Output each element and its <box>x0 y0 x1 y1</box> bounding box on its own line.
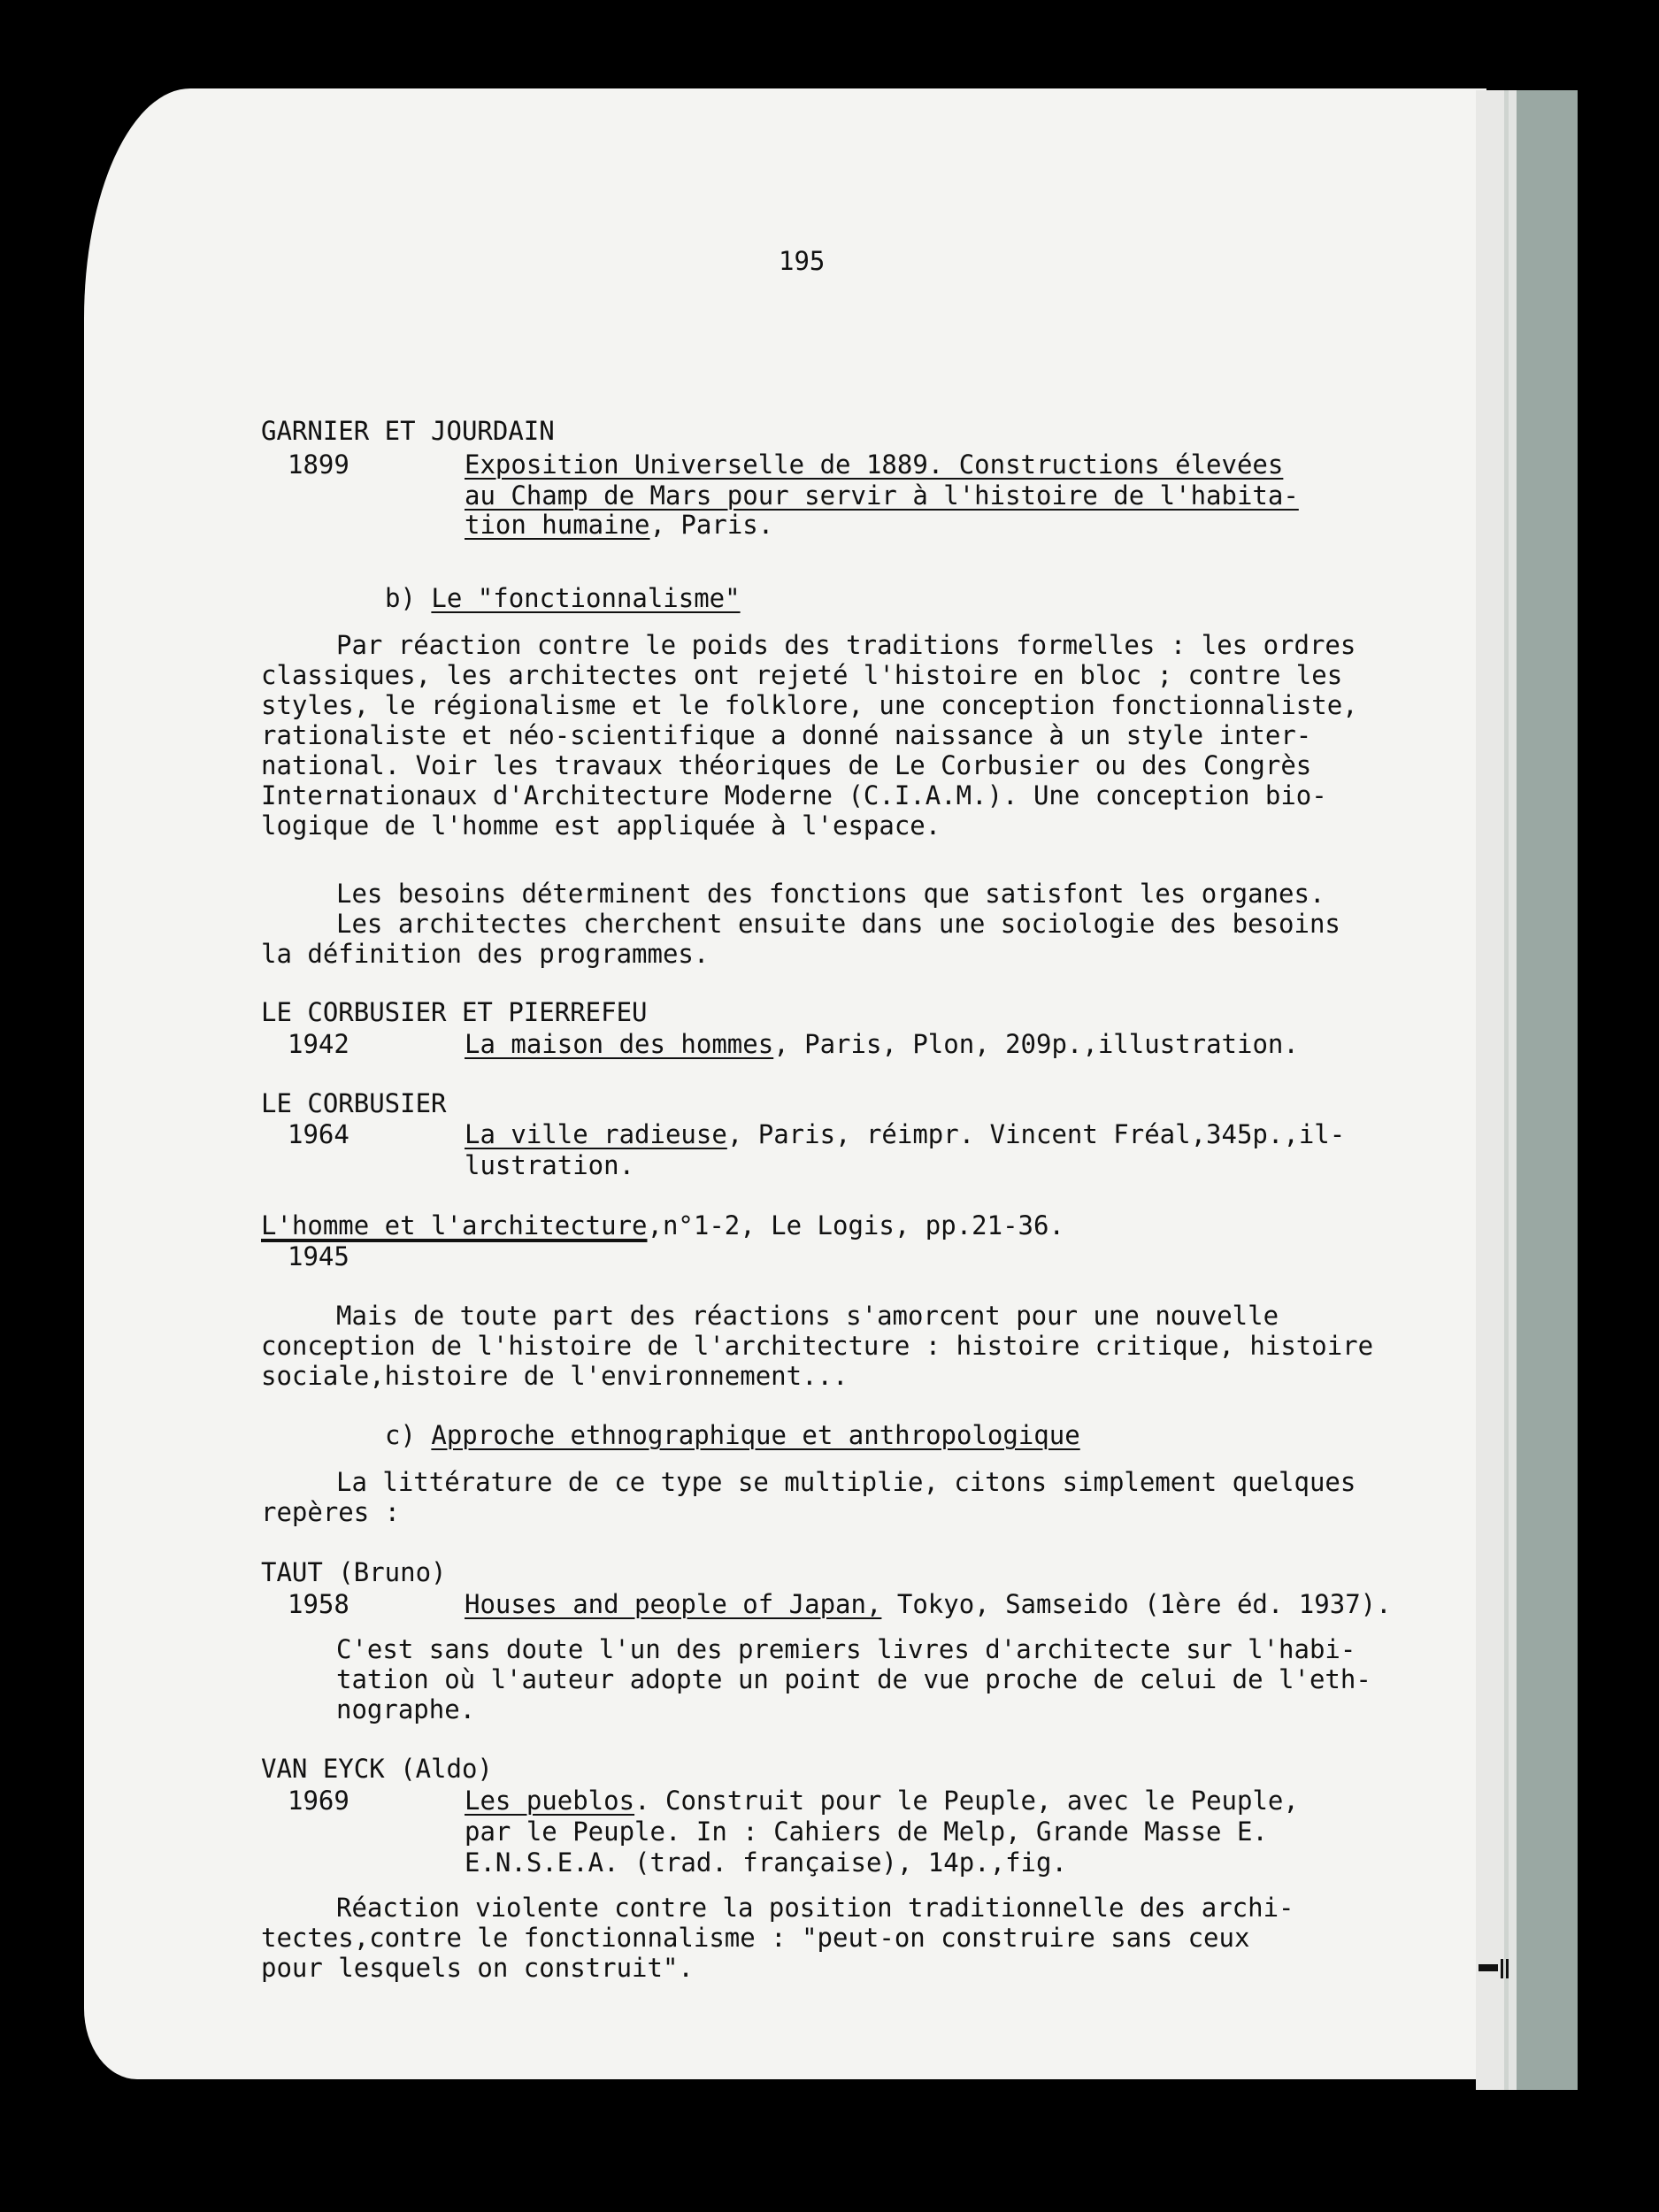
paragraph-line: logique de l'homme est appliquée à l'espace. <box>261 810 941 841</box>
entry-title: tion humaine, Paris. <box>465 510 774 540</box>
paragraph-line: La littérature de ce type se multiplie, citons simplement quelques <box>336 1467 1356 1497</box>
entry-title: Houses and people of Japan, Tokyo, Samseido (1ère éd. 1937). <box>465 1589 1392 1619</box>
entry-year: 1899 <box>288 449 349 480</box>
entry-title: Les pueblos. Construit pour le Peuple, avec le Peuple, <box>465 1786 1299 1816</box>
section-heading-b: b) Le "fonctionnalisme" <box>385 583 741 613</box>
entry-title: au Champ de Mars pour servir à l'histoire de l'habita- <box>465 480 1299 511</box>
entry-author: GARNIER ET JOURDAIN <box>261 416 555 446</box>
paragraph-line: classiques, les architectes ont rejeté l'histoire en bloc ; contre les <box>261 660 1343 690</box>
page-number: 195 <box>779 246 826 276</box>
paragraph-line: conception de l'histoire de l'architecture : histoire critique, histoire <box>261 1331 1374 1361</box>
entry-year: 1942 <box>288 1029 349 1059</box>
entry-year: 1958 <box>288 1589 349 1619</box>
paragraph-line: national. Voir les travaux théoriques de Le Corbusier ou des Congrès <box>261 750 1312 780</box>
entry-year: 1969 <box>288 1786 349 1816</box>
entry-title: Exposition Universelle de 1889. Constructions élevées <box>465 449 1284 480</box>
entry-note: tation où l'auteur adopte un point de vue proche de celui de l'eth- <box>336 1664 1371 1694</box>
page-edges <box>1476 90 1578 2090</box>
entry-author: LE CORBUSIER <box>261 1088 447 1118</box>
entry-author: LE CORBUSIER ET PIERREFEU <box>261 997 648 1027</box>
entry-note: nographe. <box>336 1694 476 1724</box>
entry-author: VAN EYCK (Aldo) <box>261 1754 493 1784</box>
paragraph-line: Les besoins déterminent des fonctions que satisfont les organes. <box>336 879 1325 909</box>
entry-title: La maison des hommes, Paris, Plon, 209p.,illustration. <box>465 1029 1299 1059</box>
entry-year: 1945 <box>288 1241 349 1271</box>
entry-year: 1964 <box>288 1119 349 1149</box>
entry-author: TAUT (Bruno) <box>261 1557 447 1587</box>
entry-title: L'homme et l'architecture,n°1-2, Le Logis, pp.21-36. <box>261 1210 1064 1240</box>
paragraph-line: sociale,histoire de l'environnement... <box>261 1361 849 1391</box>
entry-title: lustration. <box>465 1150 635 1180</box>
paragraph-line: la définition des programmes. <box>261 939 710 969</box>
entry-title: par le Peuple. In : Cahiers de Melp, Grande Masse E. <box>465 1816 1268 1847</box>
entry-note: Réaction violente contre la position traditionnelle des archi- <box>336 1893 1294 1923</box>
paragraph-line: Les architectes cherchent ensuite dans une sociologie des besoins <box>336 909 1340 939</box>
paragraph-line: styles, le régionalisme et le folklore, une conception fonctionnaliste, <box>261 690 1358 720</box>
section-heading-c: c) Approche ethnographique et anthropologique <box>385 1420 1080 1450</box>
paragraph-line: rationaliste et néo-scientifique a donné naissance à un style inter- <box>261 720 1312 750</box>
entry-note: tectes,contre le fonctionnalisme : "peut-on construire sans ceux <box>261 1923 1250 1953</box>
entry-title: E.N.S.E.A. (trad. française), 14p.,fig. <box>465 1847 1067 1878</box>
entry-note: C'est sans doute l'un des premiers livres d'architecte sur l'habi- <box>336 1634 1356 1664</box>
paragraph-line: Internationaux d'Architecture Moderne (C.I.A.M.). Une conception bio- <box>261 780 1327 810</box>
entry-note: pour lesquels on construit". <box>261 1953 694 1983</box>
entry-title: La ville radieuse, Paris, réimpr. Vincent Fréal,345p.,il- <box>465 1119 1346 1149</box>
paragraph-line: repères : <box>261 1497 401 1527</box>
paragraph-line: Mais de toute part des réactions s'amorcent pour une nouvelle <box>336 1301 1279 1331</box>
paragraph-line: Par réaction contre le poids des traditions formelles : les ordres <box>336 630 1356 660</box>
